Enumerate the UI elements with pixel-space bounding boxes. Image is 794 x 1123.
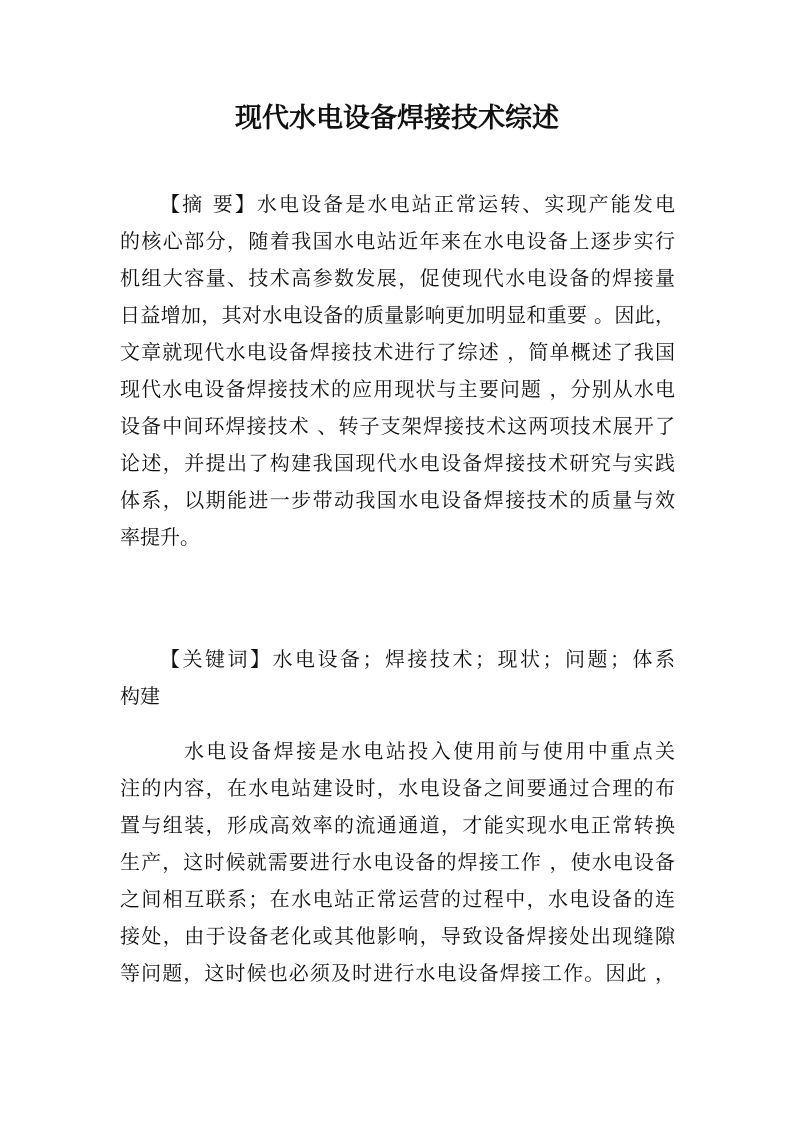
abstract-line: 率提升。 [120, 525, 200, 549]
body-line: 水电设备焊接是水电站投入使用前与使用中重点关 [184, 739, 675, 763]
abstract-paragraph [120, 186, 675, 556]
body-paragraph [120, 733, 675, 992]
body-line: 注的内容，在水电站建设时，水电设备之间要通过合理的布 [120, 776, 675, 800]
abstract-line: 日益增加，其对水电设备的质量影响更加明显和重要 。因此， [120, 303, 675, 327]
abstract-line: 设备中间环焊接技术 、转子支架焊接技术这两项技术展开了 [120, 414, 675, 438]
abstract-line: 论述，并提出了构建我国现代水电设备焊接技术研究与实践 [120, 451, 675, 475]
keywords-line: 构建 [120, 684, 160, 708]
keywords-line: 【关键词】水电设备；焊接技术；现状；问题；体系 [160, 647, 675, 671]
abstract-line: 的核心部分，随着我国水电站近年来在水电设备上逐步实行 [120, 229, 675, 253]
abstract-line: 文章就现代水电设备焊接技术进行了综述 ，简单概述了我国 [120, 340, 675, 364]
page-title: 现代水电设备焊接技术综述 [235, 103, 559, 134]
body-line: 生产，这时候就需要进行水电设备的焊接工作 ，使水电设备 [120, 850, 675, 874]
abstract-line: 机组大容量、技术高参数发展，促使现代水电设备的焊接量 [120, 266, 675, 290]
abstract-line: 体系，以期能进一步带动我国水电设备焊接技术的质量与效 [120, 488, 675, 512]
body-line: 等问题，这时候也必须及时进行水电设备焊接工作。因此 ， [120, 961, 675, 985]
abstract-line: 【摘 要】水电设备是水电站正常运转、实现产能发电 [160, 192, 675, 216]
keywords-paragraph [120, 641, 675, 715]
body-line: 置与组装，形成高效率的流通通道，才能实现水电正常转换 [120, 813, 675, 837]
abstract-line: 现代水电设备焊接技术的应用现状与主要问题 ，分别从水电 [120, 377, 675, 401]
body-line: 接处，由于设备老化或其他影响，导致设备焊接处出现缝隙 [120, 924, 675, 948]
body-line: 之间相互联系；在水电站正常运营的过程中，水电设备的连 [120, 887, 675, 911]
